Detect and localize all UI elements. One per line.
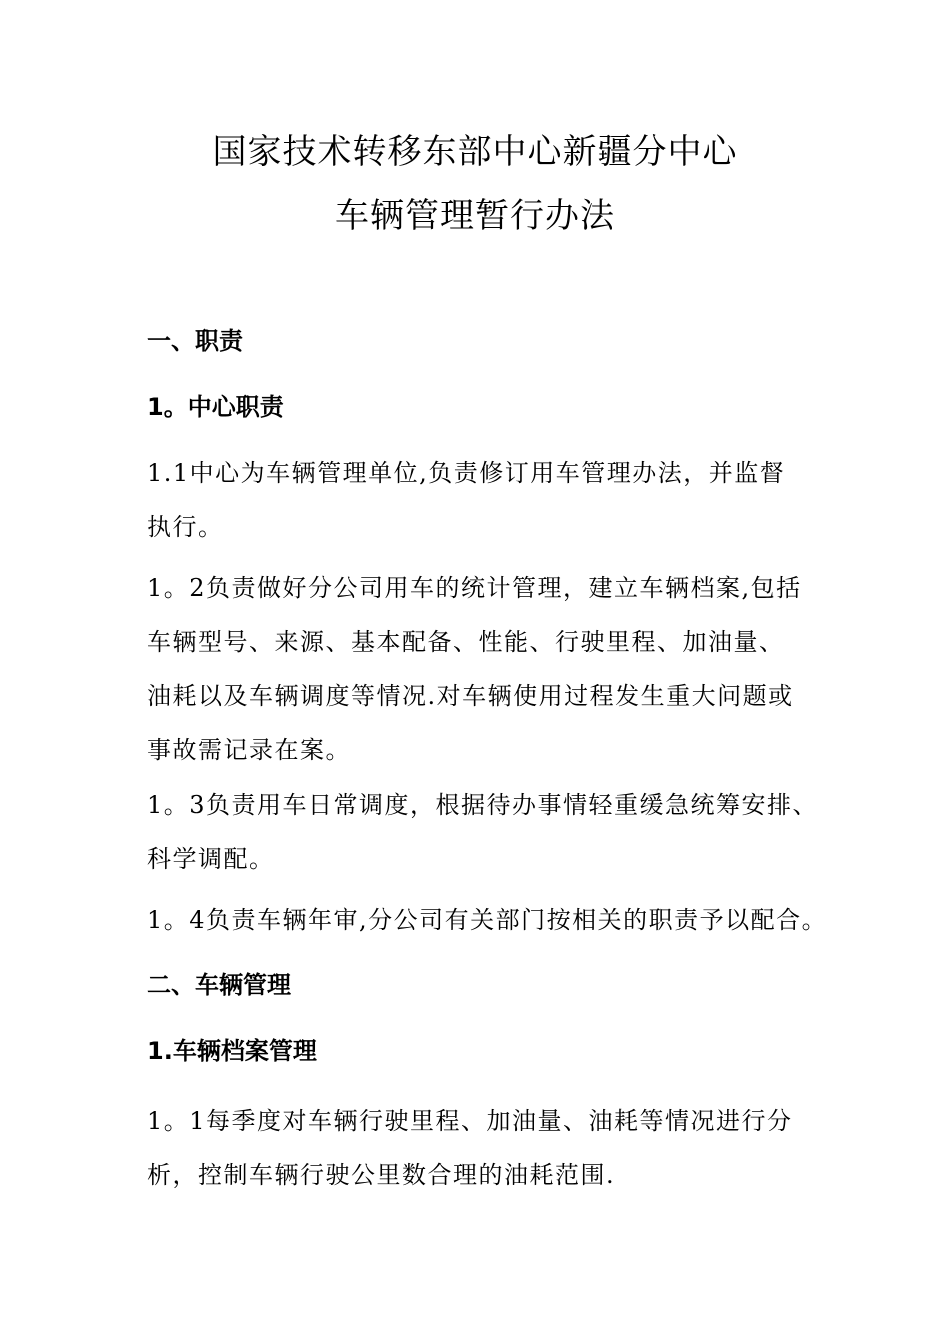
paragraph-line: 1。1每季度对车辆行驶里程、加油量、油耗等情况进行分 <box>147 1107 793 1135</box>
section-heading-duties: 一、职责 <box>147 327 243 355</box>
paragraph-1-3 <box>147 778 827 886</box>
section-heading-vehicle-management: 二、车辆管理 <box>147 971 291 999</box>
paragraph-line: 1.1中心为车辆管理单位,负责修订用车管理办法，并监督 <box>147 459 786 487</box>
paragraph-line: 执行。 <box>147 513 224 541</box>
paragraph-line: 车辆型号、来源、基本配备、性能、行驶里程、加油量、 <box>147 628 785 656</box>
paragraph-line: 科学调配。 <box>147 845 275 873</box>
paragraph-line: 1。3负责用车日常调度，根据待办事情轻重缓急统筹安排、 <box>147 791 819 819</box>
paragraph-line: 析，控制车辆行驶公里数合理的油耗范围. <box>147 1161 616 1189</box>
paragraph-1-1 <box>147 446 827 554</box>
paragraph-line: 1。4负责车辆年审,分公司有关部门按相关的职责予以配合。 <box>147 906 828 934</box>
subheading-center-duties: 1。中心职责 <box>147 393 284 421</box>
paragraph-2-1 <box>147 1094 827 1202</box>
subheading-vehicle-records: 1.车辆档案管理 <box>147 1037 317 1065</box>
document-title-line1: 国家技术转移东部中心新疆分中心 <box>212 132 738 172</box>
document-title-line2: 车辆管理暂行办法 <box>335 196 615 236</box>
paragraph-1-4 <box>147 893 827 947</box>
paragraph-line: 油耗以及车辆调度等情况.对车辆使用过程发生重大问题或 <box>147 682 794 710</box>
paragraph-line: 1。2负责做好分公司用车的统计管理，建立车辆档案,包括 <box>147 574 802 602</box>
paragraph-1-2 <box>147 561 827 777</box>
paragraph-line: 事故需记录在案。 <box>147 736 351 764</box>
